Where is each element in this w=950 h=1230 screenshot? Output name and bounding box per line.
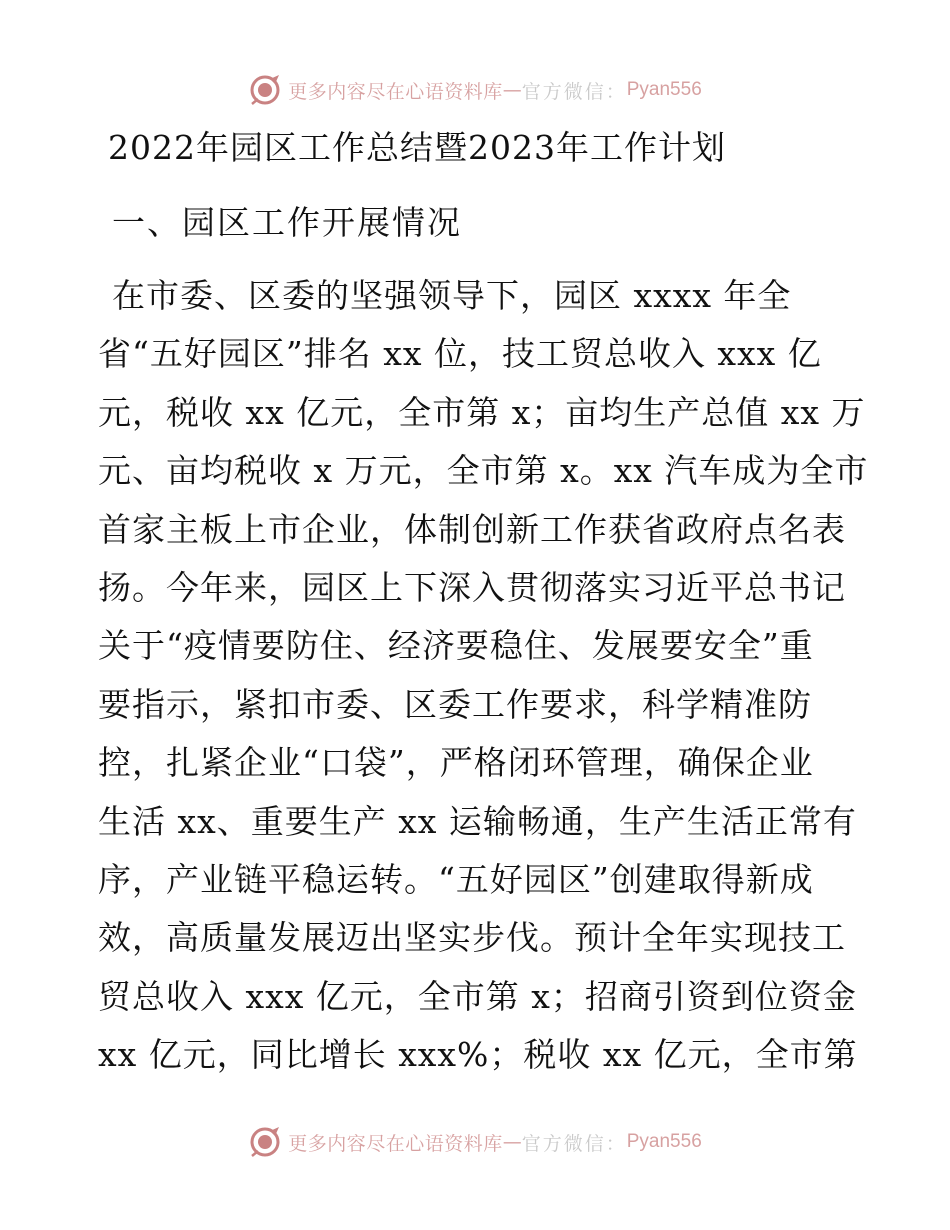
section-heading: 一、园区工作开展情况 [112, 203, 462, 242]
document-title: 2022年园区工作总结暨2023年工作计划 [108, 128, 726, 167]
header-watermark [0, 70, 950, 110]
paragraph-line: 元、亩均税收 x 万元，全市第 x。xx 汽车成为全市 [98, 451, 869, 491]
paragraph-line: 序，产业链平稳运转。“五好园区”创建取得新成 [98, 859, 814, 899]
watermark-main-text: 更多内容尽在心语资料库 [288, 80, 503, 103]
paragraph-line: 扬。今年来，园区上下深入贯彻落实习近平总书记 [98, 567, 846, 607]
paragraph-line: xx 亿元，同比增长 xxx%；税收 xx 亿元，全市第 [98, 1035, 858, 1075]
paragraph-line: 效，高质量发展迈出坚实步伐。预计全年实现技工 [98, 918, 846, 958]
body-paragraph [98, 270, 869, 1087]
watermark-wechat-id: Pyan556 [626, 79, 702, 100]
watermark-sub-text: 官方微信： [521, 80, 627, 103]
pen-circle-logo-icon [248, 1125, 282, 1159]
watermark-wechat-id: Pyan556 [626, 1131, 702, 1152]
paragraph-line: 在市委、区委的坚强领导下，园区 xxxx 年全 [112, 276, 792, 315]
paragraph-line: 省“五好园区”排名 xx 位，技工贸总收入 xxx 亿 [98, 334, 822, 374]
paragraph-line: 关于“疫情要防住、经济要稳住、发展要安全”重 [98, 626, 814, 666]
watermark-sub-text: 官方微信： [521, 1132, 627, 1155]
paragraph-line: 要指示，紧扣市委、区委工作要求，科学精准防 [98, 684, 812, 724]
watermark-main-text: 更多内容尽在心语资料库 [288, 1132, 503, 1155]
footer-watermark [0, 1122, 950, 1162]
paragraph-line: 元，税收 xx 亿元，全市第 x；亩均生产总值 xx 万 [98, 392, 866, 432]
paragraph-line: 贸总收入 xxx 亿元，全市第 x；招商引资到位资金 [98, 976, 857, 1016]
paragraph-line: 生活 xx、重要生产 xx 运输畅通，生产生活正常有 [98, 801, 857, 841]
paragraph-line: 控，扎紧企业“口袋”，严格闭环管理，确保企业 [98, 743, 814, 783]
paragraph-line: 首家主板上市企业，体制创新工作获省政府点名表 [98, 509, 846, 549]
watermark-separator: — [502, 1131, 522, 1153]
watermark-separator: — [502, 79, 522, 101]
pen-circle-logo-icon [248, 73, 282, 107]
